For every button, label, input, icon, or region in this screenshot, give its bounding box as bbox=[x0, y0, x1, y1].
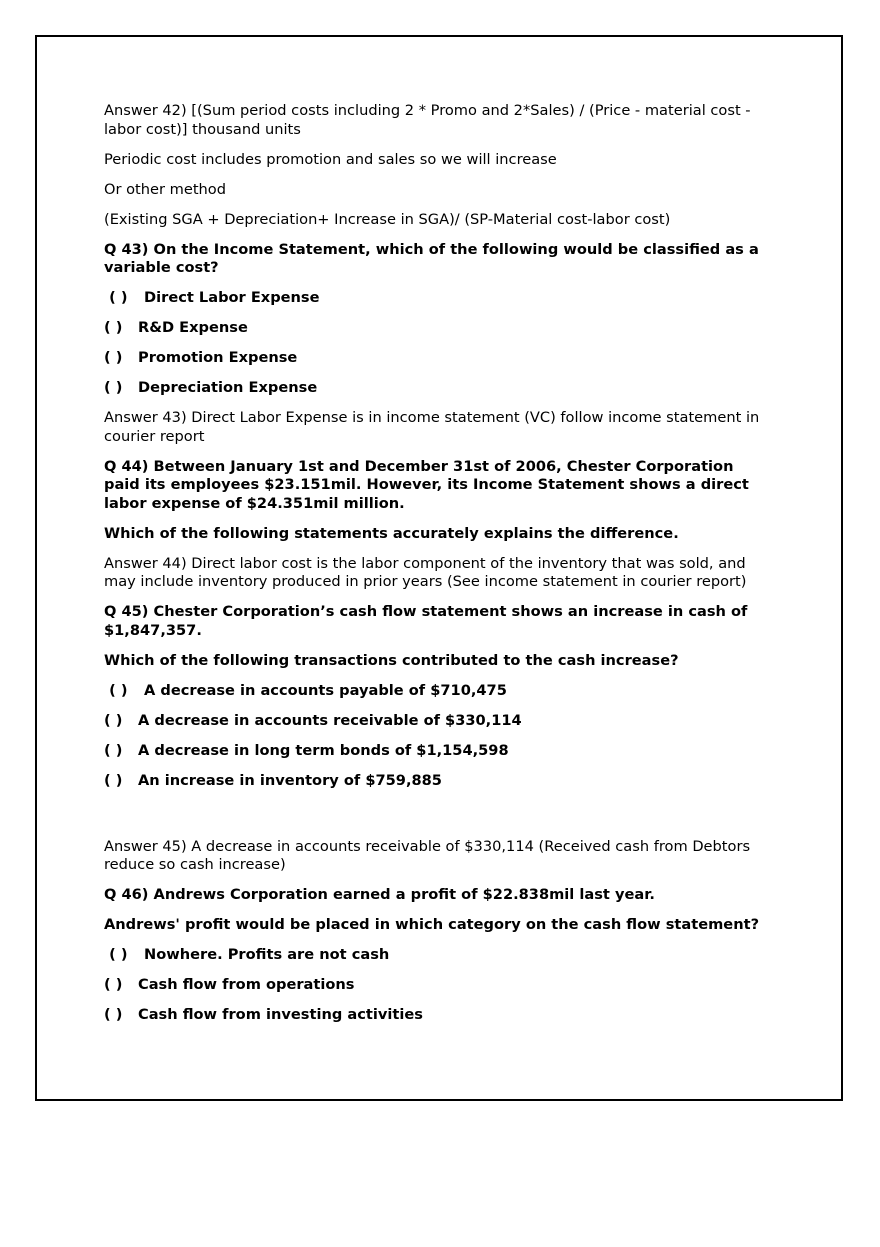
option-radio[interactable]: ( ) bbox=[104, 946, 128, 963]
answer-option[interactable] bbox=[104, 712, 774, 731]
option-radio[interactable]: ( ) bbox=[104, 771, 123, 789]
option-radio[interactable]: ( ) bbox=[104, 741, 123, 759]
answer-option[interactable] bbox=[104, 289, 774, 308]
option-radio[interactable]: ( ) bbox=[104, 976, 123, 993]
option-label: Cash flow from operations bbox=[138, 976, 355, 993]
option-label: Promotion Expense bbox=[138, 349, 298, 366]
option-label: Nowhere. Profits are not cash bbox=[144, 946, 390, 963]
option-radio[interactable]: ( ) bbox=[104, 349, 123, 366]
answer-option[interactable] bbox=[104, 379, 774, 398]
answer-option[interactable] bbox=[104, 976, 774, 995]
question-text: Which of the following statements accurately explains the difference. bbox=[104, 524, 679, 542]
answer-text: Answer 45) A decrease in accounts receivable of $330,114 (Received cash from Debtors reduce so cash increase) bbox=[104, 837, 751, 873]
question-text: Andrews' profit would be placed in which category on the cash flow statement? bbox=[104, 916, 760, 933]
answer-option[interactable] bbox=[104, 319, 774, 338]
question-text: Q 44) Between January 1st and December 31st of 2006, Chester Corporation paid its employees $23.151mil. However, its Income Statement shows a direct labor expense of $24.351mil million. bbox=[104, 457, 749, 512]
option-radio[interactable]: ( ) bbox=[104, 319, 123, 336]
option-label: A decrease in accounts receivable of $330,114 bbox=[138, 711, 522, 729]
question-text: Q 46) Andrews Corporation earned a profit of $22.838mil last year. bbox=[104, 886, 655, 903]
option-radio[interactable]: ( ) bbox=[104, 711, 123, 729]
option-radio[interactable]: ( ) bbox=[104, 681, 128, 699]
answer-text: Answer 44) Direct labor cost is the labor component of the inventory that was sold, and may include inventory produced in prior years (See income statement in courier report) bbox=[104, 554, 747, 590]
question-text: Q 45) Chester Corporation’s cash flow statement shows an increase in cash of $1,847,357. bbox=[104, 603, 748, 639]
answer-text: Answer 42) [(Sum period costs including 2 * Promo and 2*Sales) / (Price - material cost - labor cost)] thousand units bbox=[104, 102, 751, 138]
document-content bbox=[104, 102, 774, 1036]
option-label: R&D Expense bbox=[138, 319, 248, 336]
option-radio[interactable]: ( ) bbox=[104, 289, 128, 306]
question-text: Which of the following transactions contributed to the cash increase? bbox=[104, 651, 679, 669]
answer-text: (Existing SGA + Depreciation+ Increase in SGA)/ (SP-Material cost-labor cost) bbox=[104, 210, 671, 228]
option-radio[interactable]: ( ) bbox=[104, 379, 123, 396]
option-label: Depreciation Expense bbox=[138, 379, 318, 396]
option-label: Direct Labor Expense bbox=[144, 289, 320, 306]
option-label: Cash flow from investing activities bbox=[138, 1006, 423, 1023]
option-label: An increase in inventory of $759,885 bbox=[138, 771, 442, 789]
answer-option[interactable] bbox=[104, 946, 774, 965]
answer-option[interactable] bbox=[104, 1006, 774, 1025]
answer-text: Periodic cost includes promotion and sales so we will increase bbox=[104, 150, 557, 168]
answer-option[interactable] bbox=[104, 742, 774, 761]
answer-option[interactable] bbox=[104, 349, 774, 368]
answer-option[interactable] bbox=[104, 682, 774, 701]
answer-text: Answer 43) Direct Labor Expense is in income statement (VC) follow income statement in courier report bbox=[104, 409, 760, 445]
option-radio[interactable]: ( ) bbox=[104, 1006, 123, 1023]
option-label: A decrease in long term bonds of $1,154,598 bbox=[138, 741, 509, 759]
option-label: A decrease in accounts payable of $710,475 bbox=[144, 681, 507, 699]
answer-option[interactable] bbox=[104, 772, 774, 791]
answer-text: Or other method bbox=[104, 180, 227, 198]
spacer bbox=[104, 802, 774, 838]
question-text: Q 43) On the Income Statement, which of the following would be classified as a variable cost? bbox=[104, 240, 759, 276]
